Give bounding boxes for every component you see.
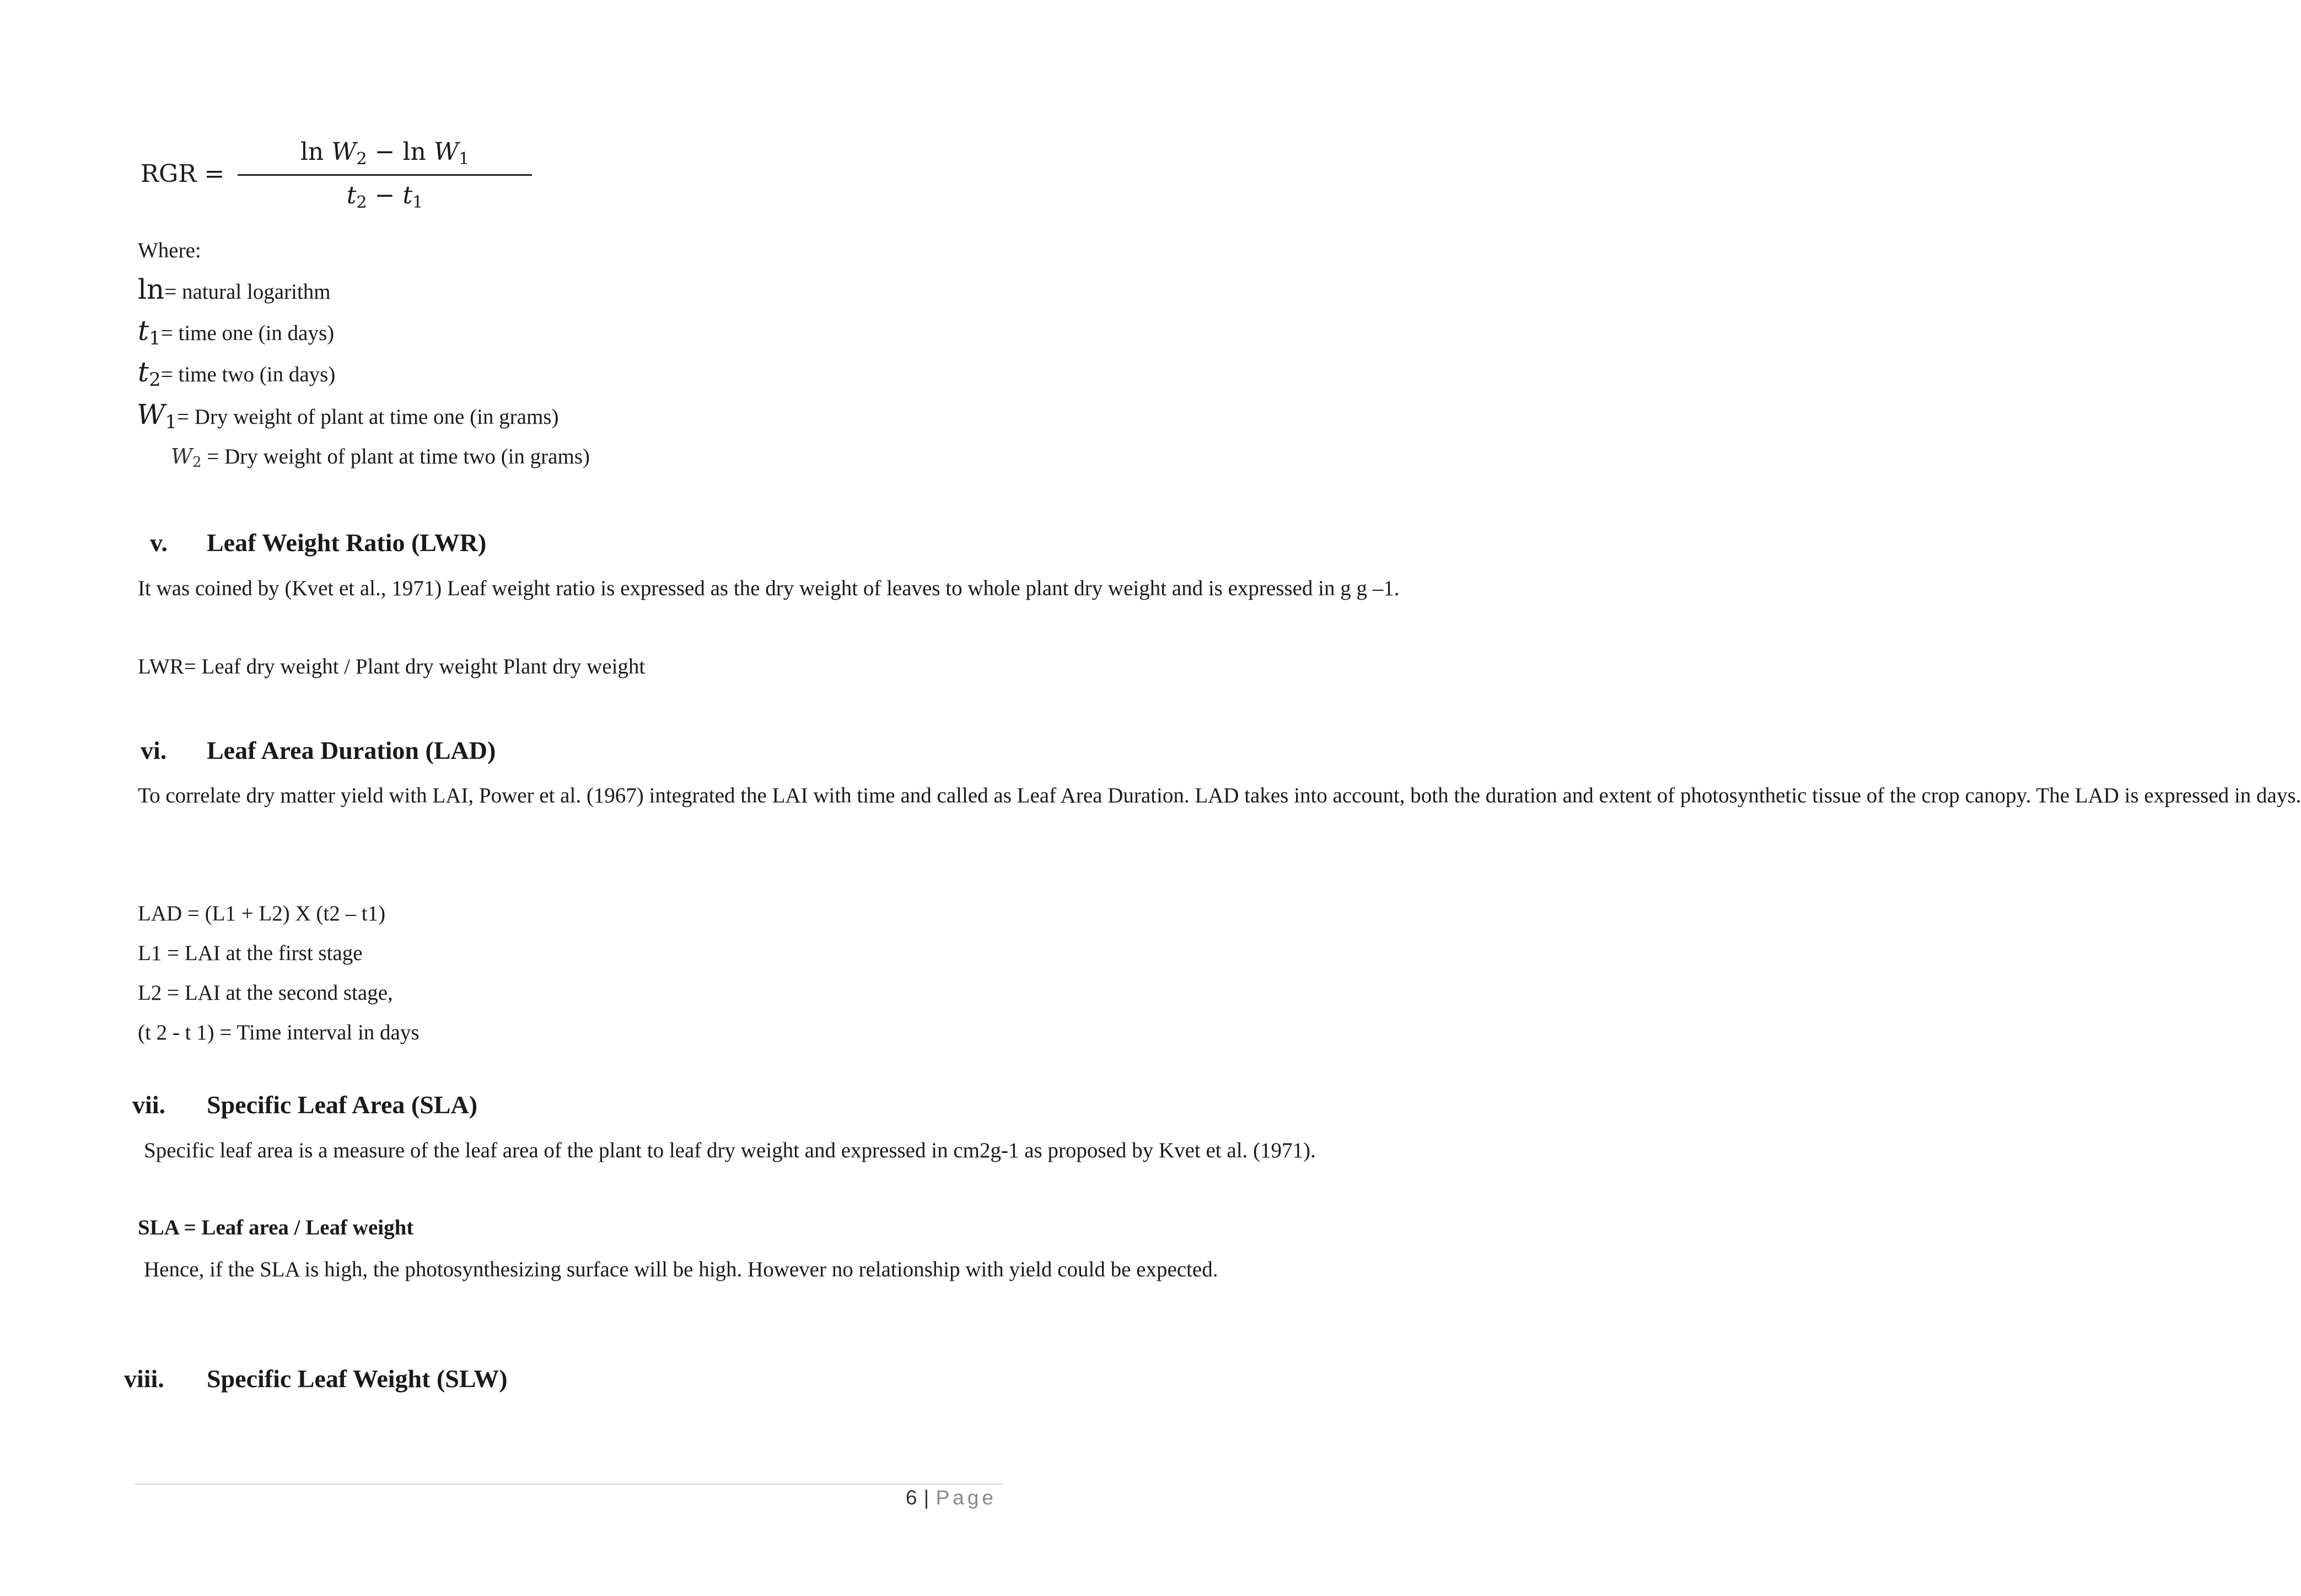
lwr-formula: LWR= Leaf dry weight / Plant dry weight Plant dry weight [138,655,646,678]
def-w1 [137,398,558,434]
section-viii-heading: Specific Leaf Weight (SLW) [207,1365,508,1393]
page-number: 6 [905,1486,918,1509]
lwr-paragraph: It was coined by (Kvet et al., 1971) Leaf weight ratio is expressed as the dry weight of leaves to whole plant dry weight and is expressed in g g –1. [138,576,1400,600]
footer-separator: | [923,1486,930,1509]
def-t2 [138,355,335,391]
def-t1 [138,314,334,350]
t2-symbol: $t_2$ [138,356,161,391]
def-ln [138,273,331,306]
section-vii-numeral: vii. [132,1091,166,1119]
def-w2 [171,444,590,471]
fraction-bar [238,174,532,176]
def-w1-text: = Dry weight of plant at time one (in grams) [177,405,559,429]
lad-interval: (t 2 - t 1) = Time interval in days [138,1021,420,1044]
footer-divider [135,1484,1003,1485]
section-vi-numeral: vi. [141,736,167,764]
where-label: Where: [138,239,201,262]
def-t2-text: = time two (in days) [160,363,336,386]
page-label: Page [936,1486,997,1509]
def-w2-text: = Dry weight of plant at time two (in grams) [207,445,590,468]
section-v-heading: Leaf Weight Ratio (LWR) [207,529,487,557]
lad-l1: L1 = LAI at the first stage [138,941,363,965]
section-vi-heading: Leaf Area Duration (LAD) [207,736,496,764]
rgr-formula-fraction [235,138,534,212]
rgr-formula-lhs: RGR = [141,160,225,188]
rgr-formula-numerator: $\ln W_2 - \ln W_1$ [300,138,470,169]
sla-paragraph-2: Hence, if the SLA is high, the photosynthesizing surface will be high. However no relationship with yield could be expected. [144,1258,1218,1281]
page-footer [906,1486,997,1509]
section-vii-heading: Specific Leaf Area (SLA) [207,1091,478,1119]
section-viii-numeral: viii. [124,1365,164,1393]
w1-symbol: $W_1$ [137,398,178,433]
t1-symbol: $t_1$ [138,315,161,349]
lad-l2: L2 = LAI at the second stage, [138,981,393,1005]
lad-paragraph: To correlate dry matter yield with LAI, Power et al. (1967) integrated the LAI with time and called as Leaf Area Duration. LAD takes into account, both the duration and extent of photosynthetic tissue of the crop canopy. The LAD is expressed in days. [138,784,2301,807]
section-v-numeral: v. [150,529,168,557]
def-ln-text: = natural logarithm [164,280,331,304]
ln-symbol: ln [138,273,165,305]
def-t1-text: = time one (in days) [160,321,335,345]
w2-symbol: $W_2$ [171,444,202,471]
lad-formula: LAD = (L1 + L2) X (t2 – t1) [138,902,386,925]
sla-formula: SLA = Leaf area / Leaf weight [138,1216,414,1239]
rgr-formula-denominator: $t_2 - t_1$ [346,181,423,212]
sla-paragraph: Specific leaf area is a measure of the leaf area of the plant to leaf dry weight and expressed in cm2g-1 as proposed by Kvet et al. (1971). [144,1139,1316,1162]
